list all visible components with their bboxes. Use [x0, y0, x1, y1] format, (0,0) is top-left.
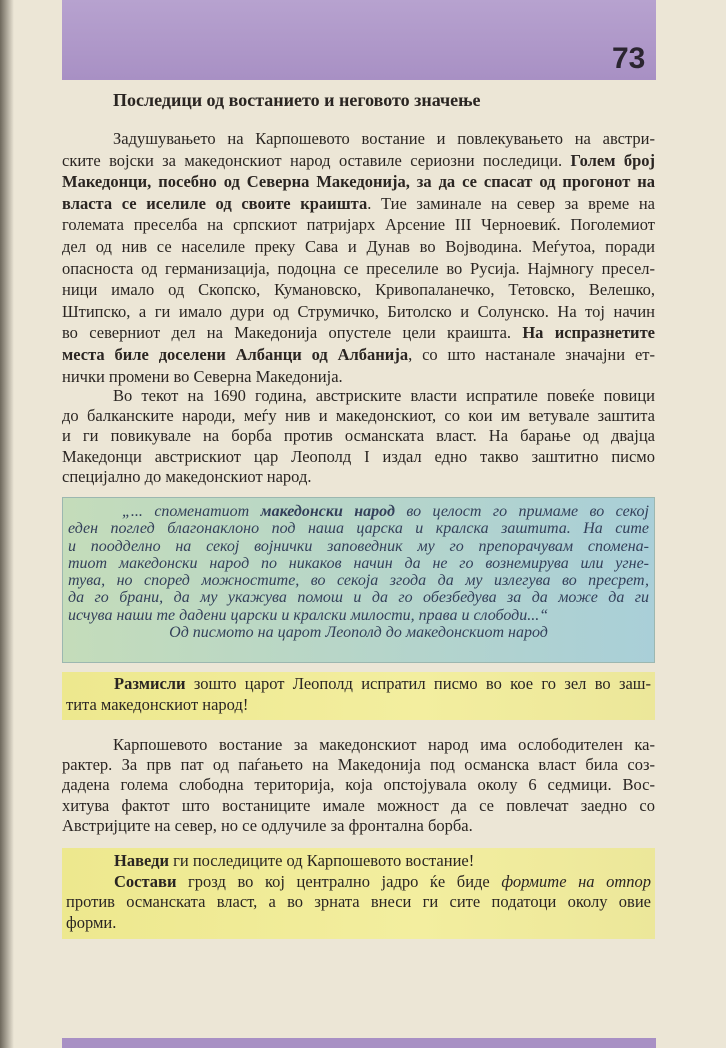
text-line: [62, 366, 655, 388]
text-run: еден поглед благонаклоно под наша царска и кралска заштита. На сите: [68, 520, 649, 538]
think-box: [62, 672, 655, 720]
text-run: специјално до македонскиот народ.: [62, 466, 312, 486]
text-line: [62, 279, 655, 301]
emphasis-text: Голем број: [570, 150, 655, 170]
text-run: тува, но според можностите, во секоја згода да му излегува во пресрет,: [68, 572, 649, 590]
text-run: рактер. За прв пат од паѓањето на Македонија под османска власт била соз-: [62, 755, 655, 775]
text-run: формите на отпор: [501, 871, 652, 891]
text-line: [62, 755, 655, 775]
text-line: [62, 572, 655, 589]
text-line: [62, 322, 655, 344]
text-line: [62, 892, 655, 913]
text-run: дел од нив се населиле преку Сава и Дунав во Војводина. Меѓутоа, поради: [62, 236, 655, 256]
text-line: [62, 872, 655, 893]
text-line: [62, 695, 655, 716]
text-line: [62, 913, 655, 934]
text-line: [62, 796, 655, 816]
text-run: Македонци австрискиот цар Леополд I издал едно такво заштитно писмо: [62, 446, 655, 466]
text-run: „... споменатиот: [122, 503, 261, 520]
text-run: ските војски за македонскиот народ оставиле сериозни последици.: [62, 150, 571, 170]
text-line: [62, 258, 655, 280]
footer-band: [62, 1038, 656, 1048]
text-run: против османската власт, а во зрната внеси ги сите податоци околу овие: [66, 892, 651, 911]
text-line: [62, 816, 655, 836]
text-line: [62, 150, 655, 172]
text-line: [62, 538, 655, 555]
text-run: големата преселба на српскиот патријарх Арсение III Чернoевиќ. Поголемиот: [62, 215, 655, 235]
text-line: [62, 589, 655, 606]
emphasis-text: Македонци, посебно од Северна Македонија, за да се спасат од прогонот на: [62, 172, 655, 192]
text-run: нички промени во Северна Македонија.: [62, 366, 343, 386]
text-line: [62, 406, 655, 426]
section-title: Последици од востанието и неговото значење: [113, 90, 481, 110]
paragraph-consequences: [62, 128, 655, 387]
emphasis-text: На испразнетите: [522, 323, 655, 343]
page-binding-shadow: [0, 0, 14, 1048]
text-run: Во текот на 1690 година, австриските власти испратиле повеќе повици: [113, 386, 655, 405]
text-run: Карпошевото востание за македонскиот народ има ослободителен ка-: [113, 735, 655, 754]
text-run: тита македонскиот народ!: [66, 694, 249, 714]
text-run: зошто царот Леополд испратил писмо во кое го зел во заш-: [185, 674, 651, 693]
text-line: [62, 775, 655, 795]
text-run: Штипско, а ги имало дури од Струмичко, Битолско и Солунско. На тој начин: [62, 301, 655, 321]
text-line: [62, 426, 655, 446]
emphasis-text: Размисли: [114, 674, 186, 693]
text-run: ги последиците од Карпошевото востание!: [168, 851, 475, 870]
task-box: [62, 848, 655, 939]
text-run: дадена голема слободна територија, која опстојувала околу 6 седмици. Вос-: [62, 775, 655, 795]
text-line: [62, 674, 655, 695]
text-line: [62, 520, 655, 537]
text-line: [62, 193, 655, 215]
text-run: хитува фактот што востаниците имале можност да се повлечат заедно со: [62, 795, 655, 815]
text-run: исчува наши те дадени царски и кралски милости, права и слободи...“: [68, 606, 549, 624]
paragraph-austrian-calls: [62, 386, 655, 487]
text-run: форми.: [66, 912, 117, 932]
text-line: [62, 503, 655, 520]
text-line: [62, 171, 655, 193]
text-run: и ги повикувале на борба против османската власт. На барање од двајца: [62, 426, 655, 446]
text-run: , со што настанале значајни ет-: [408, 344, 655, 364]
text-line: [62, 447, 655, 467]
emphasis-text: Состави: [114, 871, 177, 891]
paragraph-liberation-character: [62, 735, 655, 836]
text-run: Австријците на север, но се одлучиле за фронтална борба.: [62, 815, 473, 835]
header-band: [62, 0, 656, 80]
text-run: ници имало од Скопско, Кумановско, Кривопаланечко, Тетовско, Велешко,: [62, 280, 655, 300]
text-run: во целост го примаме во секој: [394, 503, 649, 520]
text-line: [62, 128, 655, 150]
text-line: [62, 607, 655, 624]
quote-source: Од писмото на царот Леополд до македонскиот народ: [169, 624, 548, 641]
quote-source-wrap: [62, 624, 655, 642]
emphasis-text: Наведи: [114, 851, 169, 870]
emphasis-text: македонски народ: [260, 503, 395, 520]
emphasis-text: власта се иселиле од своите краишта: [62, 193, 368, 213]
text-line: [62, 301, 655, 323]
text-run: Задушувањето на Карпошевото востание и повлекувањето на австри-: [113, 129, 655, 148]
text-line: [62, 851, 655, 872]
text-line: [62, 467, 655, 487]
text-run: и поодделно на секој војнички заповедник му го препорачувам спомена-: [68, 537, 649, 555]
text-run: опасноста од германизација, подоцна се преселиле во Русија. Најмногу пресел-: [62, 258, 655, 278]
text-line: [62, 344, 655, 366]
text-run: до балканските народи, меѓу нив и македонскиот, со кои им ветувале заштита: [62, 406, 655, 426]
text-line: [62, 386, 655, 406]
text-line: [62, 735, 655, 755]
text-line: [62, 214, 655, 236]
text-run: . Тие заминале на север за време на: [367, 193, 656, 213]
text-line: [62, 236, 655, 258]
page-number: 73: [612, 42, 646, 75]
text-run: во северниот дел на Македонија опустеле цели краишта.: [62, 323, 523, 343]
text-run: грозд во кој централно јадро ќе биде: [176, 871, 502, 891]
leopold-letter-quote: [62, 503, 655, 624]
emphasis-text: места биле доселени Албанци од Албанија: [62, 344, 409, 364]
text-run: да го брани, да му укажува помош и да го обезбедува за да може да ги: [68, 589, 649, 607]
text-line: [62, 555, 655, 572]
text-run: тиот македонски народ по никаков начин да не го вознемирува или угне-: [68, 554, 649, 572]
